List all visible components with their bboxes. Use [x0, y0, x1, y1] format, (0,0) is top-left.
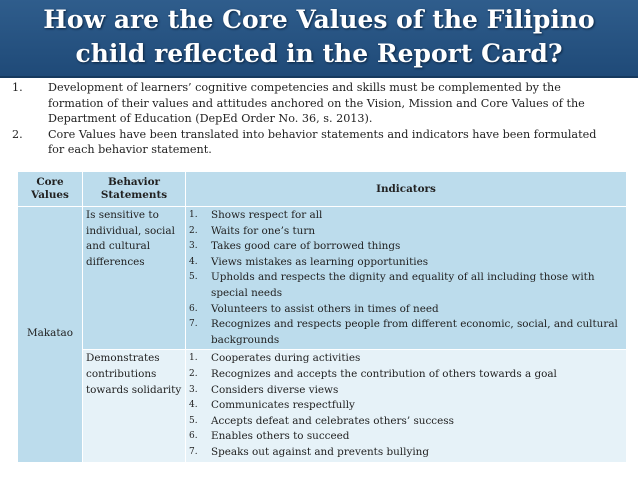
intro-number: 1. — [12, 81, 23, 94]
indicator-item — [189, 270, 623, 301]
indicator-number: 4. — [189, 256, 198, 267]
indicator-item — [189, 445, 623, 461]
indicator-text: Shows respect for all — [211, 209, 323, 221]
indicator-item — [189, 429, 623, 445]
indicator-item — [189, 351, 623, 367]
title-bar — [0, 0, 638, 78]
indicator-item — [189, 208, 623, 224]
indicator-number: 1. — [189, 210, 198, 220]
intro-list — [12, 80, 612, 158]
indicator-number: 2. — [189, 225, 198, 236]
intro-text: Core Values have been translated into behavior statements and indicators have been formulated for each behavior statement. — [48, 127, 597, 157]
indicator-text: Communicates respectfully — [211, 399, 355, 412]
indicator-list — [189, 208, 623, 348]
indicator-text: Upholds and respects the dignity and equality of all including those with special needs — [211, 271, 595, 299]
indicator-number: 4. — [189, 400, 198, 411]
indicator-text: Recognizes and respects people from different economic, social, and cultural backgrounds — [211, 318, 618, 346]
indicator-number: 6. — [189, 431, 198, 442]
indicator-item — [189, 317, 623, 348]
table-header-row — [18, 172, 627, 207]
indicators-cell — [186, 207, 627, 350]
indicator-text: Recognizes and accepts the contribution of others towards a goal — [211, 367, 557, 380]
indicator-number: 5. — [189, 272, 198, 283]
indicator-item — [189, 255, 623, 271]
indicator-item — [189, 383, 623, 399]
slide-title: How are the Core Values of the Filipino child reflected in the Report Card? — [43, 5, 595, 68]
header-core-values: Core Values — [18, 172, 83, 207]
indicator-item — [189, 302, 623, 318]
intro-text: Development of learners’ cognitive competencies and skills must be complemented by the formation of their values and attitudes anchored on the Vision, Mission and Core Values of the Department of Education (DepEd Order No. 36, s. 2013). — [48, 81, 585, 126]
indicator-text: Speaks out against and prevents bullying — [211, 445, 429, 458]
core-values-table — [17, 171, 627, 463]
indicator-text: Waits for one’s turn — [211, 224, 316, 237]
indicator-number: 7. — [189, 446, 198, 457]
table-row — [18, 350, 627, 462]
indicator-text: Considers diverse views — [211, 383, 339, 396]
intro-item — [12, 80, 612, 127]
indicator-text: Takes good care of borrowed things — [211, 240, 401, 253]
header-indicators: Indicators — [186, 172, 627, 207]
indicator-number: 6. — [189, 303, 198, 314]
indicator-item — [189, 398, 623, 414]
indicator-text: Accepts defeat and celebrates others’ success — [211, 414, 454, 427]
intro-number: 2. — [12, 127, 23, 141]
indicators-cell — [186, 350, 627, 462]
core-value-cell: Makatao — [18, 207, 83, 463]
indicator-text: Views mistakes as learning opportunities — [211, 255, 429, 268]
indicator-item — [189, 367, 623, 383]
indicator-item — [189, 414, 623, 430]
indicator-number: 3. — [189, 241, 198, 252]
indicator-text: Volunteers to assist others in times of need — [211, 302, 439, 315]
table-row — [18, 207, 627, 350]
indicator-item — [189, 224, 623, 240]
intro-item — [12, 127, 612, 158]
indicator-number: 3. — [189, 384, 198, 395]
indicator-number: 7. — [189, 319, 198, 330]
indicator-item — [189, 239, 623, 255]
behavior-statement-cell: Is sensitive to individual, social and cultural differences — [83, 207, 186, 350]
indicator-number: 5. — [189, 415, 198, 426]
indicator-number: 1. — [189, 353, 198, 364]
header-behavior-statements: Behavior Statements — [83, 172, 186, 207]
indicator-list — [189, 351, 623, 460]
indicator-text: Cooperates during activities — [211, 352, 361, 365]
behavior-statement-cell: Demonstrates contributions towards solidarity — [83, 350, 186, 462]
indicator-number: 2. — [189, 368, 198, 379]
indicator-text: Enables others to succeed — [211, 430, 350, 443]
